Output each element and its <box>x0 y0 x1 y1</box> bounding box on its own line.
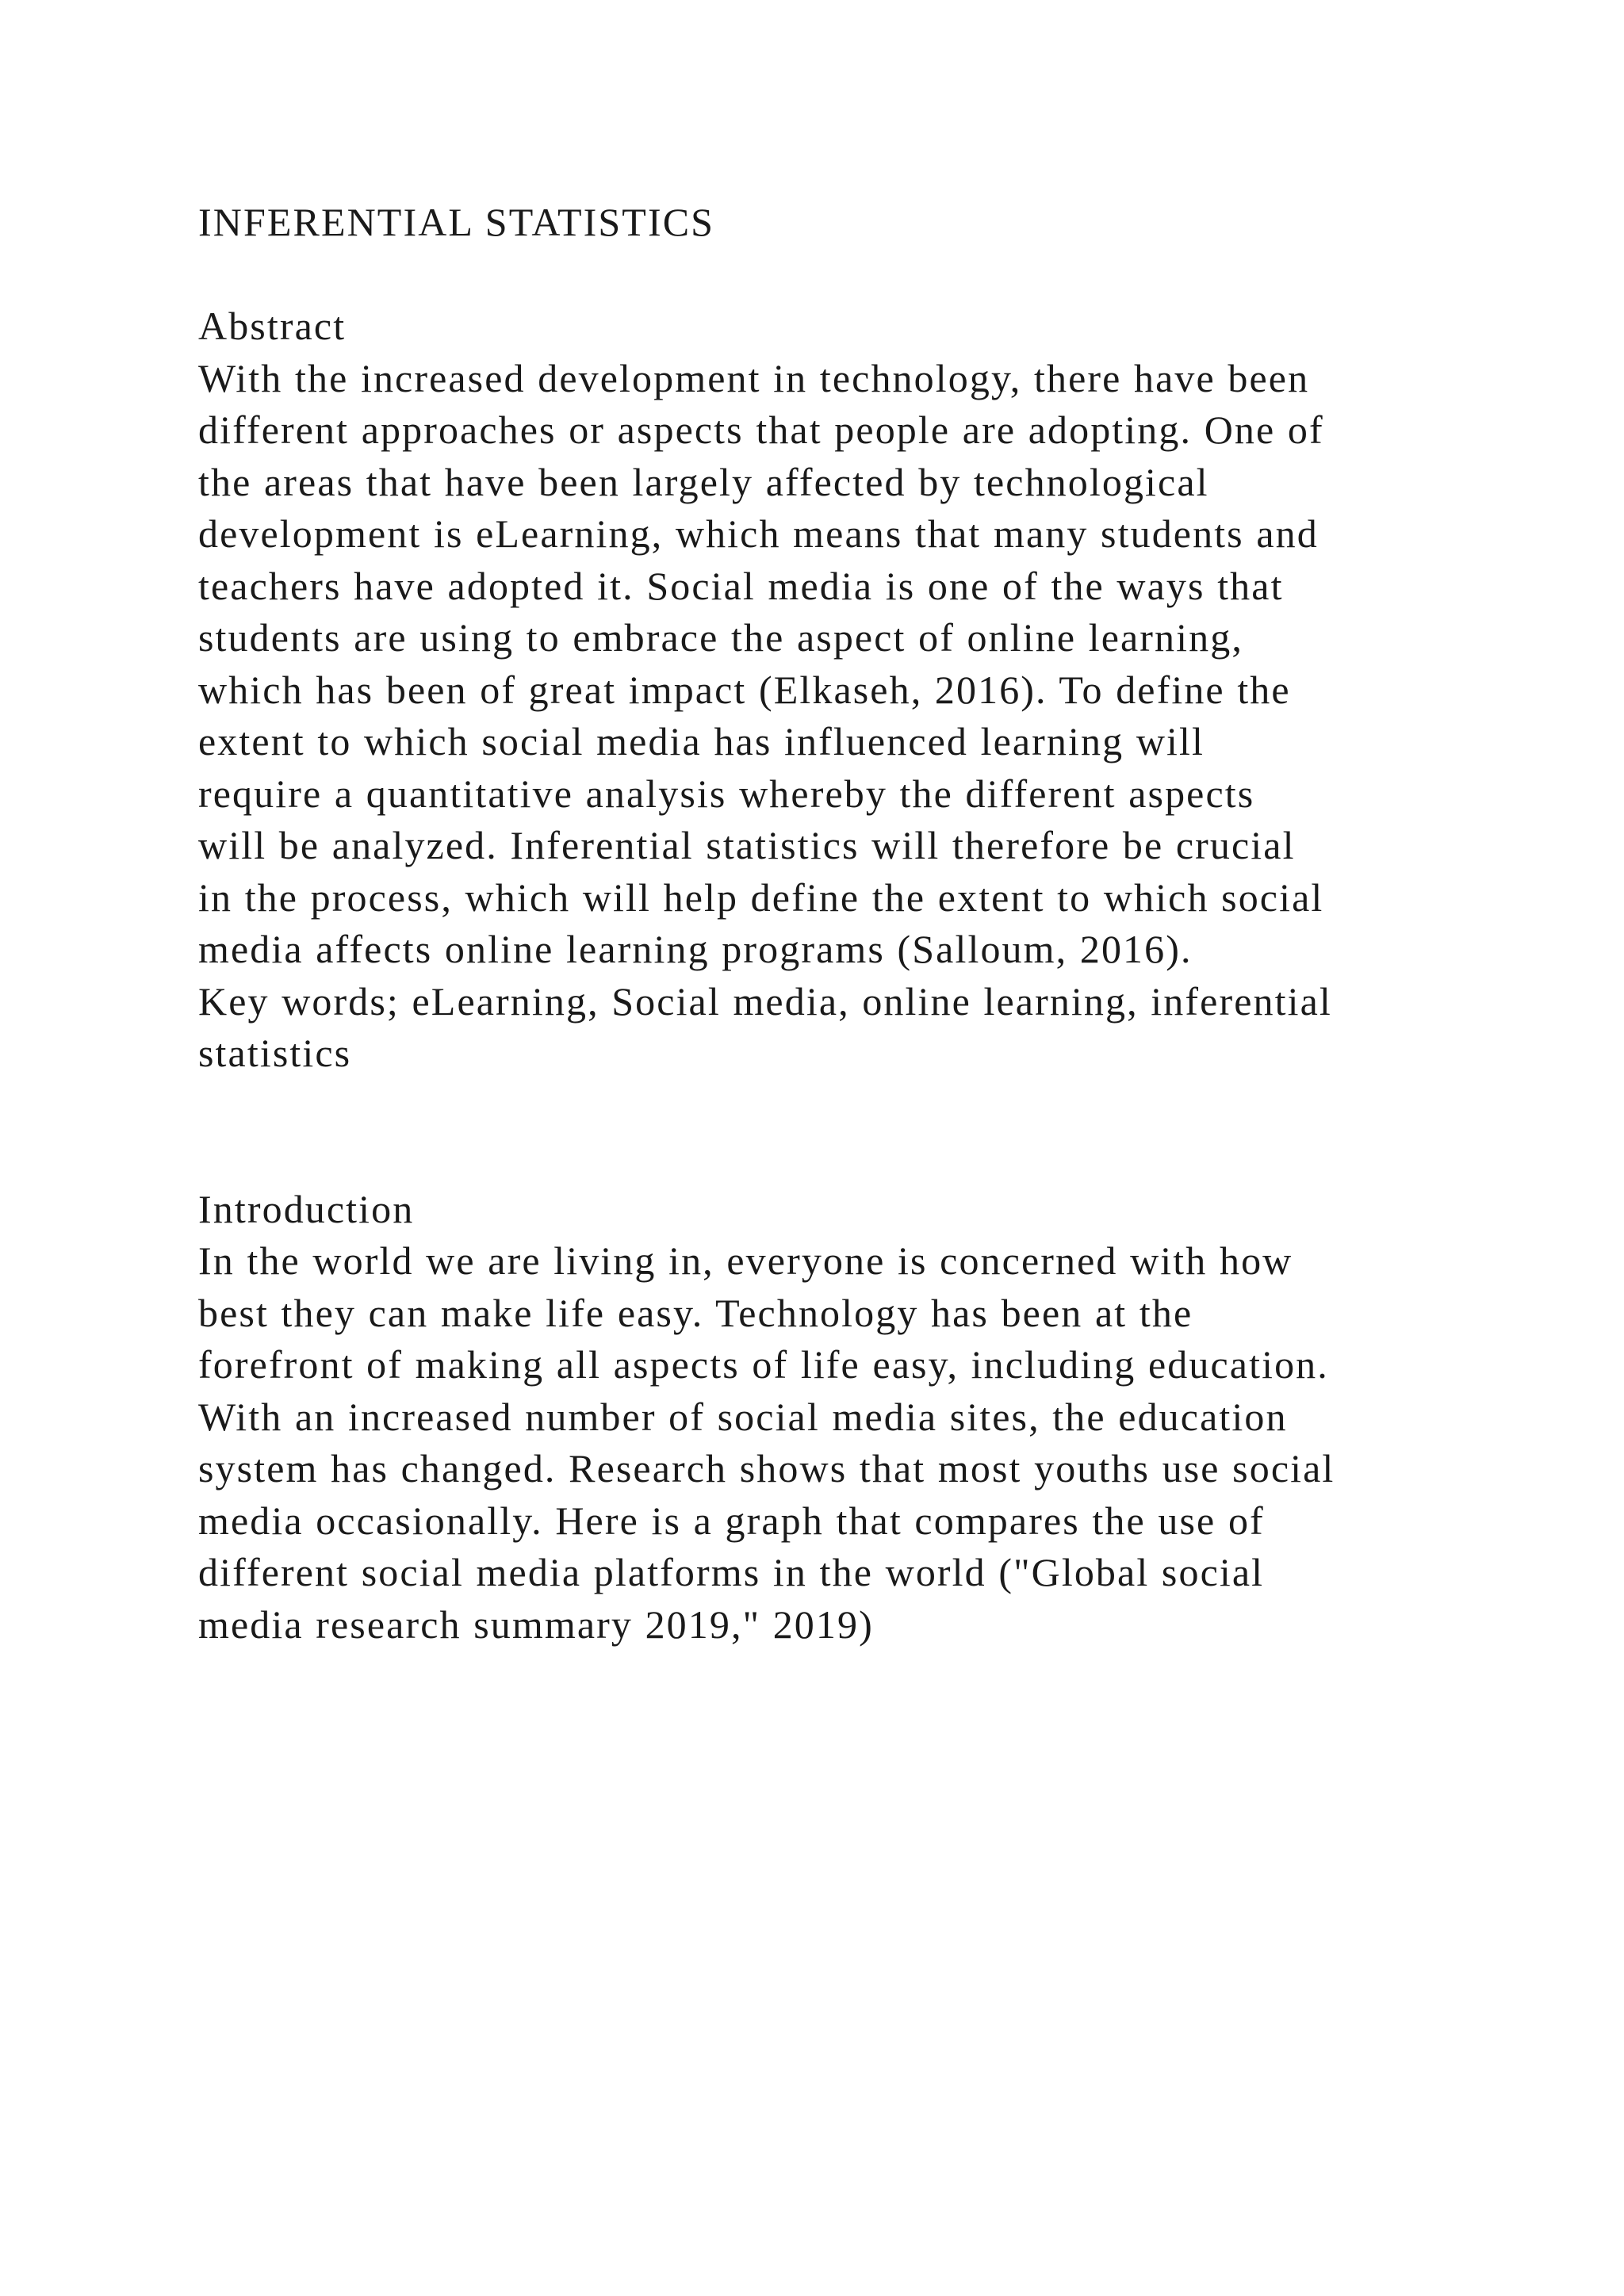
document-title: INFERENTIAL STATISTICS <box>198 200 715 244</box>
introduction-line: best they can make life easy. Technology has been at the <box>198 1290 1193 1335</box>
introduction-line: With an increased number of social media sites, the education <box>198 1394 1288 1439</box>
keywords-paragraph <box>198 976 1467 1080</box>
introduction-line: In the world we are living in, everyone is concerned with how <box>198 1238 1293 1283</box>
abstract-line: require a quantitative analysis whereby the different aspects <box>198 771 1255 816</box>
introduction-line: media research summary 2019," 2019) <box>198 1601 874 1647</box>
abstract-line: different approaches or aspects that people are adopting. One of <box>198 408 1324 452</box>
introduction-line: system has changed. Research shows that most youths use social <box>198 1446 1335 1490</box>
spacer <box>198 249 1467 301</box>
abstract-line: which has been of great impact (Elkaseh, 2016). To define the <box>198 667 1291 712</box>
abstract-line: extent to which social media has influenced learning will <box>198 719 1205 763</box>
document-body <box>198 197 1467 1651</box>
introduction-heading: Introduction <box>198 1186 415 1231</box>
introduction-paragraph <box>198 1235 1467 1651</box>
spacer <box>198 1080 1467 1184</box>
abstract-paragraph <box>198 353 1467 976</box>
abstract-line: With the increased development in technology, there have been <box>198 355 1310 400</box>
abstract-line: will be analyzed. Inferential statistics will therefore be crucial <box>198 823 1296 867</box>
abstract-line: teachers have adopted it. Social media is one of the ways that <box>198 563 1284 608</box>
abstract-line: media affects online learning programs (Salloum, 2016). <box>198 927 1193 971</box>
keywords-line: Key words; eLearning, Social media, online learning, inferential <box>198 978 1332 1024</box>
abstract-line: students are using to embrace the aspect of online learning, <box>198 615 1243 660</box>
introduction-line: different social media platforms in the world ("Global social <box>198 1550 1265 1594</box>
abstract-heading: Abstract <box>198 304 347 348</box>
abstract-line: in the process, which will help define the extent to which social <box>198 874 1324 920</box>
introduction-line: media occasionally. Here is a graph that compares the use of <box>198 1498 1265 1543</box>
abstract-line: the areas that have been largely affected by technological <box>198 459 1209 504</box>
abstract-line: development is eLearning, which means that many students and <box>198 511 1319 556</box>
keywords-line: statistics <box>198 1031 352 1075</box>
introduction-line: forefront of making all aspects of life easy, including education. <box>198 1342 1329 1387</box>
